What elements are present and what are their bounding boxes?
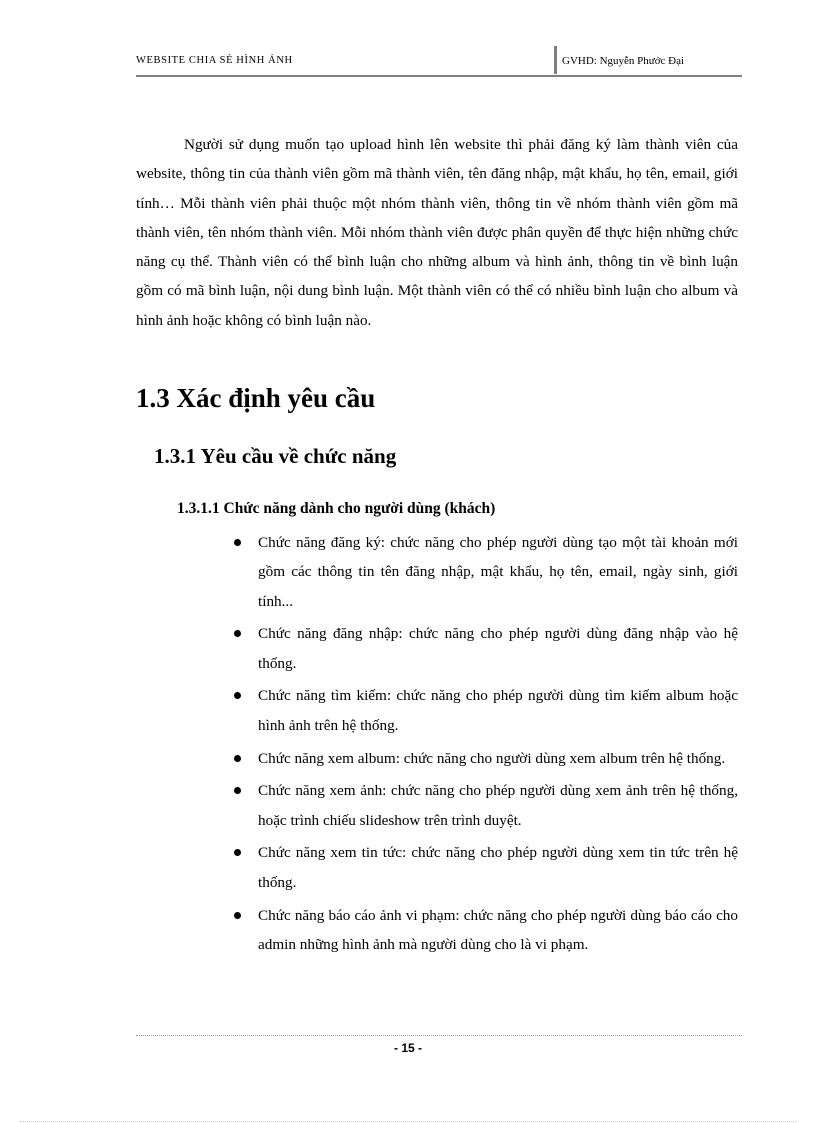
feature-list [232,528,738,963]
page-header [136,44,742,76]
list-item-text: Chức năng tìm kiếm: chức năng cho phép người dùng tìm kiếm album hoặc hình ảnh trên hệ thống. [258,687,738,734]
list-item [232,838,738,897]
intro-paragraph: Người sử dụng muốn tạo upload hình lên website thì phải đăng ký làm thành viên của website, thông tin của thành viên gồm mã thành viên, tên đăng nhập, mật khẩu, họ tên, email, giới tính… Mỗi thành viên phải thuộc một nhóm thành viên, thông tin về nhóm thành viên gồm mã thành viên, tên nhóm thành viên. Mỗi nhóm thành viên được phân quyền để thực hiện những chức năng cụ thể. Thành viên có thể bình luận cho những album và hình ảnh, thông tin về bình luận gồm có mã bình luận, nội dung bình luận. Một thành viên có thể có nhiều bình luận cho album và hình ảnh hoặc không có bình luận nào. [136,136,738,329]
list-item [232,744,738,773]
bullet-icon [234,787,241,794]
bullet-icon [234,912,241,919]
bullet-icon [234,692,241,699]
bullet-icon [234,755,241,762]
bullet-icon [234,849,241,856]
list-item [232,681,738,740]
list-item-text: Chức năng xem tin tức: chức năng cho phép người dùng xem tin tức trên hệ thống. [258,844,738,891]
list-item [232,528,738,616]
header-document-title: WEBSITE CHIA SẺ HÌNH ẢNH [136,55,293,66]
subsection-heading: 1.3.1 Yêu cầu về chức năng [154,444,397,468]
header-supervisor: GVHD: Nguyễn Phước Đại [562,55,685,67]
list-item-text: Chức năng xem ảnh: chức năng cho phép người dùng xem ảnh trên hệ thống, hoặc trình chiếu slideshow trên trình duyệt. [258,782,738,829]
page-bottom-rule [20,1121,796,1122]
list-item-text: Chức năng đăng nhập: chức năng cho phép người dùng đăng nhập vào hệ thống. [258,625,738,672]
page-number: - 15 - [393,1041,422,1055]
bullet-icon [234,630,241,637]
header-divider [554,46,557,74]
list-item [232,901,738,960]
footer-rule [136,1035,742,1036]
list-item-text: Chức năng báo cáo ảnh vi phạm: chức năng cho phép người dùng báo cáo cho admin những hình ảnh mà người dùng cho là vi phạm. [258,906,738,953]
list-item-text: Chức năng đăng ký: chức năng cho phép người dùng tạo một tài khoản mới gồm các thông tin tên đăng nhập, mật khẩu, họ tên, email, ngày sinh, giới tính... [258,534,738,610]
bullet-icon [234,539,241,546]
list-item [232,619,738,678]
section-heading: 1.3 Xác định yêu cầu [136,383,376,413]
list-item-text: Chức năng xem album: chức năng cho người dùng xem album trên hệ thống. [258,749,726,767]
list-item [232,776,738,835]
header-rule [136,75,742,77]
subsubsection-heading: 1.3.1.1 Chức năng dành cho người dùng (khách) [177,500,496,517]
